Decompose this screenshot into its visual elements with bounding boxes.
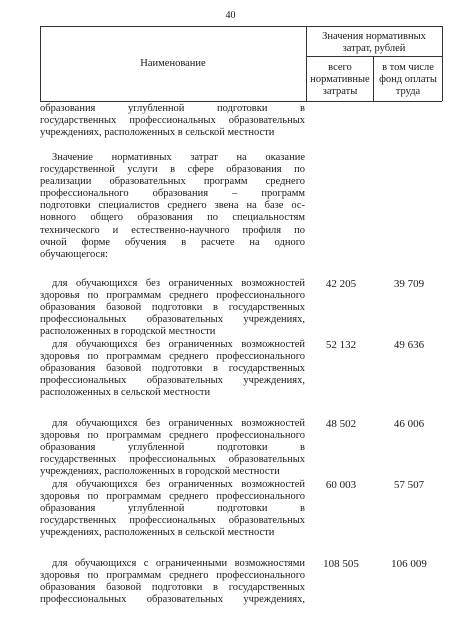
header-norm-values: Значения нормативных затрат, рублей bbox=[322, 31, 426, 54]
header-group-divider bbox=[306, 56, 442, 57]
table-row bbox=[40, 339, 305, 399]
text-line: подготовки специалистов среднего звена на базе ос- bbox=[40, 200, 305, 212]
page-number: 40 bbox=[225, 10, 236, 21]
text-line: для обучающихся без ограниченных возможностей bbox=[52, 479, 305, 490]
header-total-cost: всего нормативные затраты bbox=[310, 62, 370, 97]
text-line: образования базовой подготовки в государственных bbox=[40, 363, 305, 375]
text-line: профессионального образования – программ bbox=[40, 188, 305, 200]
text-line: государственной услуги в сфере образования по bbox=[40, 164, 305, 176]
text-line: для обучающихся без ограниченных возможностей bbox=[52, 418, 305, 429]
total-cost-value: 48 502 bbox=[325, 418, 357, 430]
table-row bbox=[40, 278, 305, 338]
total-cost-value: 52 132 bbox=[325, 339, 357, 351]
total-cost-value: 42 205 bbox=[325, 278, 357, 290]
wage-fund-value: 57 507 bbox=[393, 479, 425, 491]
wage-fund-value: 49 636 bbox=[393, 339, 425, 351]
text-line: здоровья по программам среднего профессионального bbox=[40, 351, 305, 363]
wage-fund-value: 106 009 bbox=[391, 558, 427, 570]
text-line: образования углубленной подготовки в bbox=[40, 103, 305, 114]
header-bottom-border bbox=[40, 101, 442, 102]
table-row bbox=[40, 418, 305, 478]
normative-cost-description bbox=[40, 152, 305, 261]
continuation-text bbox=[40, 103, 305, 139]
text-line: Значение нормативных затрат на оказание bbox=[52, 152, 305, 163]
text-line: технического и естественно-научного профиля по bbox=[40, 224, 305, 236]
table-top-border bbox=[40, 26, 442, 27]
value-column-divider bbox=[373, 56, 374, 101]
text-line: для обучающихся с ограниченными возможностями bbox=[52, 558, 305, 569]
text-line: для обучающихся без ограниченных возможностей bbox=[52, 278, 305, 289]
text-line: здоровья по программам среднего профессионального bbox=[40, 290, 305, 302]
text-line: профессиональных образовательных учреждениях, bbox=[40, 594, 305, 606]
text-line: профессиональных образовательных учреждениях, bbox=[40, 375, 305, 387]
text-line: образования углубленной подготовки в bbox=[40, 503, 305, 515]
text-line: учреждениях, расположенных в сельской местности bbox=[40, 527, 275, 539]
text-line: учреждениях, расположенных в городской местности bbox=[40, 466, 280, 478]
text-line: расположенных в городской местности bbox=[40, 326, 216, 338]
table-right-border bbox=[442, 26, 443, 101]
text-line: новного общего образования по специальностям bbox=[40, 212, 305, 224]
total-cost-value: 60 003 bbox=[325, 479, 357, 491]
name-column-divider bbox=[306, 26, 307, 101]
header-name: Наименование bbox=[140, 58, 206, 69]
total-cost-value: 108 505 bbox=[323, 558, 359, 570]
header-wage-fund: в том числе фонд оплаты труда bbox=[379, 62, 437, 97]
text-line: для обучающихся без ограниченных возможностей bbox=[52, 339, 305, 350]
text-line: образования базовой подготовки в государственных bbox=[40, 582, 305, 594]
text-line: государственных профессиональных образовательных bbox=[40, 454, 305, 466]
text-line: здоровья по программам среднего профессионального bbox=[40, 430, 305, 442]
text-line: государственных профессиональных образовательных bbox=[40, 115, 305, 127]
text-line: реализации образовательных программ среднего bbox=[40, 176, 305, 188]
text-line: здоровья по программам среднего профессионального bbox=[40, 491, 305, 503]
text-line: образования углубленной подготовки в bbox=[40, 442, 305, 454]
text-line: образования базовой подготовки в государственных bbox=[40, 302, 305, 314]
table-row bbox=[40, 558, 305, 606]
text-line: обучающегося: bbox=[40, 248, 108, 260]
text-line: здоровья по программам среднего профессионального bbox=[40, 570, 305, 582]
table-row bbox=[40, 479, 305, 539]
wage-fund-value: 39 709 bbox=[393, 278, 425, 290]
wage-fund-value: 46 006 bbox=[393, 418, 425, 430]
text-line: очной форме обучения в расчете на одного bbox=[40, 236, 305, 248]
text-line: учреждениях, расположенных в сельской местности bbox=[40, 127, 275, 139]
text-line: профессиональных образовательных учреждениях, bbox=[40, 314, 305, 326]
text-line: государственных профессиональных образовательных bbox=[40, 515, 305, 527]
text-line: расположенных в сельской местности bbox=[40, 387, 211, 399]
